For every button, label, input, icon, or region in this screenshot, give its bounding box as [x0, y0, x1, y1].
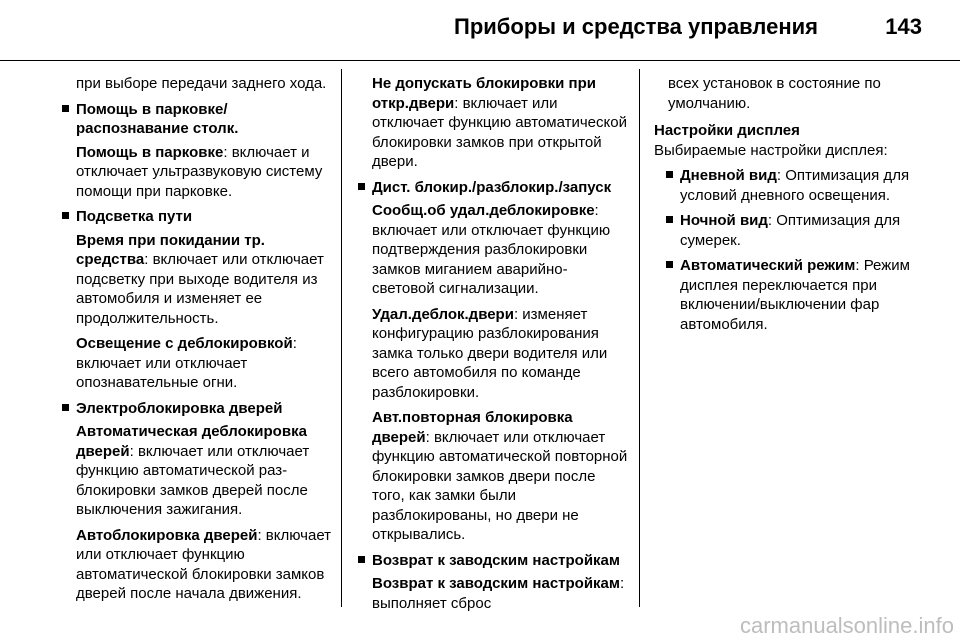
- column3-intro: всех установок в состояние по умолчанию.: [668, 75, 881, 112]
- column-2: [358, 74, 630, 619]
- list-item: [62, 399, 332, 604]
- list-item-text: Авт.повторная блокировка дверей: включает или отключает функцию автоматической повторной блокировки замков двери после того, как замки были разблокированы, но двери не открывались.: [372, 409, 628, 543]
- list-item: [62, 207, 332, 393]
- list-item-text: Возврат к заводским настройкам: выполняет сброс: [372, 575, 625, 612]
- bullet-icon: [62, 212, 69, 219]
- list-item-text: Дневной вид: Оптимизация для условий дневного освещения.: [680, 167, 910, 204]
- list-item-text: Освещение с деблокировкой: включает или отключает опознавательные огни.: [76, 335, 297, 391]
- list-item: [358, 178, 630, 545]
- list-item-title: Электроблокировка дверей: [76, 399, 283, 417]
- bullet-icon: [358, 183, 365, 190]
- watermark: carmanualsonline.info: [739, 613, 954, 638]
- column-3: [654, 74, 924, 340]
- list-item-text: Сообщ.об удал.деблокировке: включает или отключает функцию подтверждения разблокировки замков миганием аварийно-световой сигнализации.: [372, 202, 611, 297]
- column-1: [62, 74, 332, 610]
- header-rule: [0, 60, 960, 61]
- bullet-icon: [666, 171, 673, 178]
- list-item: [666, 166, 924, 205]
- list-item-text: Помощь в парковке: включает и отключает ультразвуковую систему помощи при парковке.: [76, 143, 323, 200]
- list-item-text: Автоматическая деблокировка дверей: включает или отключает функцию автоматической раз-блокировки замков дверей после выключения зажигания.: [76, 423, 310, 518]
- list-item-title: Помощь в парковке/ распознавание столк.: [76, 100, 239, 137]
- page-number: 143: [885, 14, 922, 39]
- page-header: [0, 0, 960, 60]
- list-item: [666, 256, 924, 334]
- column1-intro: при выборе передачи заднего хода.: [76, 75, 327, 92]
- bullet-icon: [62, 105, 69, 112]
- list-item-text: Ночной вид: Оптимизация для сумерек.: [680, 212, 901, 249]
- list-item-text: Автоматический режим: Режим дисплея переключается при включении/выключении фар автомобиля.: [680, 257, 910, 333]
- list-item-text: Время при покидании тр. средства: включает или отключает подсветку при выходе водителя из автомобиля и изменяет ее продолжительность.: [76, 231, 324, 327]
- bullet-icon: [358, 556, 365, 563]
- column-divider-2: [639, 69, 640, 607]
- bullet-icon: [666, 261, 673, 268]
- list-item: [62, 100, 332, 202]
- list-item-text: Автоблокировка дверей: включает или отключает функцию автоматической блокировки замков дверей после начала движения.: [76, 526, 332, 602]
- list-item: [666, 211, 924, 250]
- list-item-title: Возврат к заводским настройкам: [372, 551, 620, 569]
- column-divider-1: [341, 69, 342, 607]
- list-item-title: Подсветка пути: [76, 208, 193, 225]
- list-item-text: Удал.деблок.двери: изменяет конфигурацию разблокирования замка только двери водителя или всего автомобиля по команде разблокировки.: [372, 305, 608, 401]
- bullet-icon: [62, 404, 69, 411]
- section-lead: Выбираемые настройки дисплея:: [654, 141, 888, 159]
- bullet-icon: [666, 216, 673, 223]
- page-title: Приборы и средства управления: [454, 14, 818, 39]
- list-item: [358, 551, 630, 614]
- column2-intro: Не допускать блокировки при откр.двери: включает или отключает функцию автоматической блокировки замков при открытой двери.: [372, 75, 627, 170]
- list-item-title: Дист. блокир./разблокир./запуск: [372, 178, 612, 196]
- section-heading: Настройки дисплея: [654, 122, 800, 139]
